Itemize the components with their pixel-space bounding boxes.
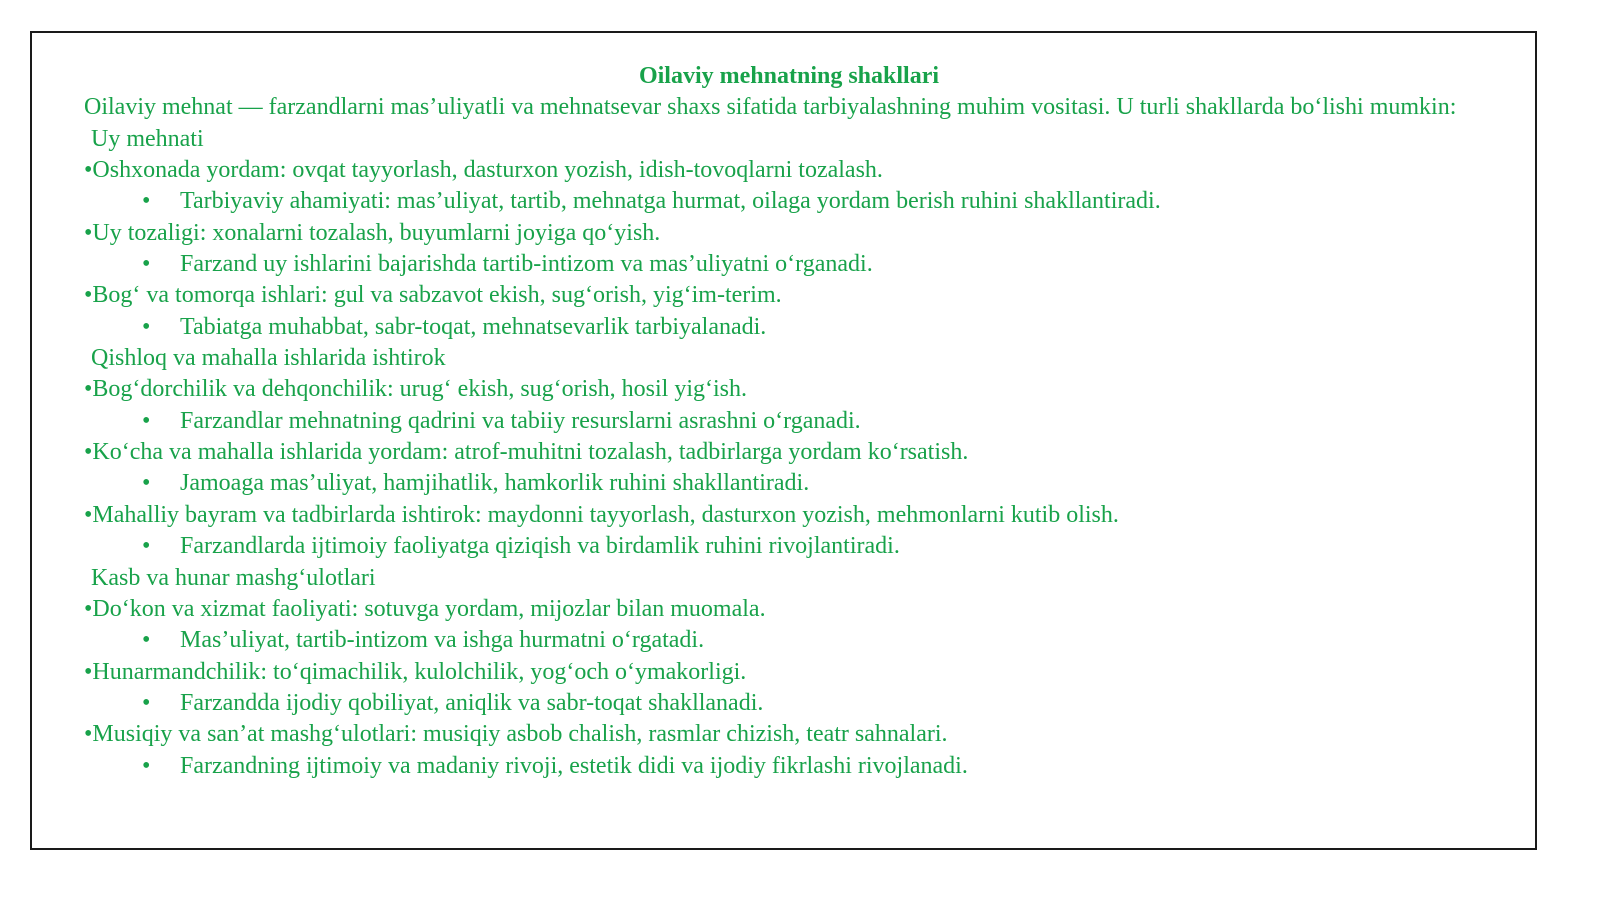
sub-list-item-text: Farzandlar mehnatning qadrini va tabiiy resurslarni asrashni o‘rganadi. (180, 407, 861, 434)
intro-paragraph: Oilaviy mehnat — farzandlarni mas’uliyatli va mehnatsevar shaxs sifatida tarbiyalashning muhim vositasi. U turli shakllarda bo‘lishi mumkin: (84, 94, 1457, 121)
bullet-icon: • (84, 376, 93, 403)
list-item-text: Bog‘dorchilik va dehqonchilik: urug‘ ekish, sug‘orish, hosil yig‘ish. (92, 376, 748, 403)
sub-list-item-text: Jamoaga mas’uliyat, hamjihatlik, hamkorlik ruhini shakllantiradi. (180, 470, 810, 497)
sub-list-item-text: Tabiatga muhabbat, sabr-toqat, mehnatsevarlik tarbiyalanadi. (180, 313, 767, 340)
list-item (84, 437, 1494, 468)
bullet-icon: • (84, 219, 93, 246)
section-heading: Kasb va hunar mashg‘ulotlari (91, 564, 376, 591)
bullet-icon: • (142, 533, 151, 560)
sub-list-item (84, 751, 1494, 782)
bullet-icon: • (142, 470, 151, 497)
bullet-icon: • (84, 658, 93, 685)
sub-list-item (84, 406, 1494, 437)
slide-content (84, 61, 1494, 782)
sub-list-item-text: Farzandlarda ijtimoiy faoliyatga qiziqish va birdamlik ruhini rivojlantiradi. (180, 533, 900, 560)
bullet-icon: • (142, 188, 151, 215)
bullet-icon: • (142, 627, 151, 654)
list-item-text: Uy tozaligi: xonalarni tozalash, buyumlarni joyiga qo‘yish. (92, 219, 661, 246)
sub-list-item (84, 688, 1494, 719)
bullet-icon: • (84, 501, 93, 528)
sub-list-item (84, 186, 1494, 217)
bullet-icon: • (84, 439, 93, 466)
list-item-text: Bog‘ va tomorqa ishlari: gul va sabzavot ekish, sug‘orish, yig‘im-terim. (92, 282, 782, 309)
slide-frame (30, 31, 1537, 850)
sub-list-item-text: Farzandning ijtimoiy va madaniy rivoji, estetik didi va ijodiy fikrlashi rivojlanadi. (180, 752, 968, 779)
sub-list-item (84, 468, 1494, 499)
bullet-icon: • (142, 251, 151, 278)
list-item-text: Mahalliy bayram va tadbirlarda ishtirok: maydonni tayyorlash, dasturxon yozish, mehmonlarni kutib olish. (92, 501, 1119, 528)
list-item-text: Oshxonada yordam: ovqat tayyorlash, dasturxon yozish, idish-tovoqlarni tozalash. (92, 157, 883, 184)
bullet-icon: • (142, 313, 151, 340)
list-item-text: Musiqiy va san’at mashg‘ulotlari: musiqiy asbob chalish, rasmlar chizish, teatr sahnalari. (92, 721, 948, 748)
document-title: Oilaviy mehnatning shakllari (638, 63, 940, 89)
sub-list-item (84, 312, 1494, 343)
list-item (84, 218, 1494, 249)
list-item (84, 500, 1494, 531)
list-item (84, 719, 1494, 750)
bullet-icon: • (142, 752, 151, 779)
sub-list-item (84, 625, 1494, 656)
bullet-icon: • (142, 407, 151, 434)
list-item (84, 657, 1494, 688)
bullet-icon: • (84, 595, 93, 622)
sub-list-item-text: Farzand uy ishlarini bajarishda tartib-intizom va mas’uliyatni o‘rganadi. (180, 251, 873, 278)
section-heading: Uy mehnati (91, 125, 204, 152)
sub-list-item (84, 249, 1494, 280)
section-heading: Qishloq va mahalla ishlarida ishtirok (91, 345, 446, 372)
list-item-text: Do‘kon va xizmat faoliyati: sotuvga yordam, mijozlar bilan muomala. (92, 595, 766, 622)
list-item (84, 374, 1494, 405)
list-item-text: Ko‘cha va mahalla ishlarida yordam: atrof-muhitni tozalash, tadbirlarga yordam ko‘rsatish. (92, 439, 969, 466)
sub-list-item (84, 531, 1494, 562)
bullet-icon: • (84, 157, 93, 184)
list-item-text: Hunarmandchilik: to‘qimachilik, kulolchilik, yog‘och o‘ymakorligi. (92, 658, 747, 685)
list-item (84, 280, 1494, 311)
list-item (84, 155, 1494, 186)
bullet-icon: • (142, 689, 151, 716)
list-item (84, 594, 1494, 625)
sub-list-item-text: Farzandda ijodiy qobiliyat, aniqlik va sabr-toqat shakllanadi. (180, 689, 764, 716)
bullet-icon: • (84, 721, 93, 748)
sub-list-item-text: Mas’uliyat, tartib-intizom va ishga hurmatni o‘rgatadi. (180, 627, 705, 654)
sub-list-item-text: Tarbiyaviy ahamiyati: mas’uliyat, tartib, mehnatga hurmat, oilaga yordam berish ruhini shakllantiradi. (180, 188, 1161, 215)
bullet-icon: • (84, 282, 93, 309)
